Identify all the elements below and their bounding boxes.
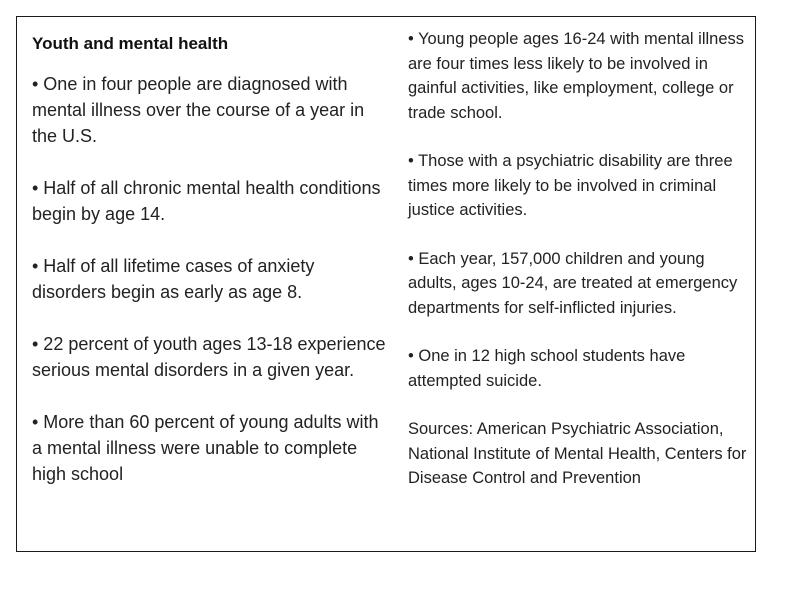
fact-item: • More than 60 percent of young adults with a mental illness were unable to complete high school xyxy=(32,412,379,484)
left-column xyxy=(32,31,392,487)
fact-item: • Young people ages 16-24 with mental illness are four times less likely to be involved in gainful activities, like employment, college or trade school. xyxy=(408,30,745,122)
sources-note: Sources: American Psychiatric Association, National Institute of Mental Health, Centers for Disease Control and Prevention xyxy=(408,420,747,487)
right-column xyxy=(408,27,748,491)
info-box xyxy=(16,16,756,552)
fact-item: • 22 percent of youth ages 13-18 experience serious mental disorders in a given year. xyxy=(32,334,386,380)
fact-item: • Half of all lifetime cases of anxiety disorders begin as early as age 8. xyxy=(32,256,315,302)
fact-item: • One in 12 high school students have attempted suicide. xyxy=(408,347,686,390)
fact-item: • One in four people are diagnosed with mental illness over the course of a year in the U.S. xyxy=(32,74,365,146)
fact-item: • Those with a psychiatric disability are three times more likely to be involved in criminal justice activities. xyxy=(408,152,733,219)
fact-item: • Half of all chronic mental health conditions begin by age 14. xyxy=(32,178,381,224)
fact-item: • Each year, 157,000 children and young adults, ages 10-24, are treated at emergency departments for self-inflicted injuries. xyxy=(408,249,738,317)
box-title: Youth and mental health xyxy=(32,34,229,53)
